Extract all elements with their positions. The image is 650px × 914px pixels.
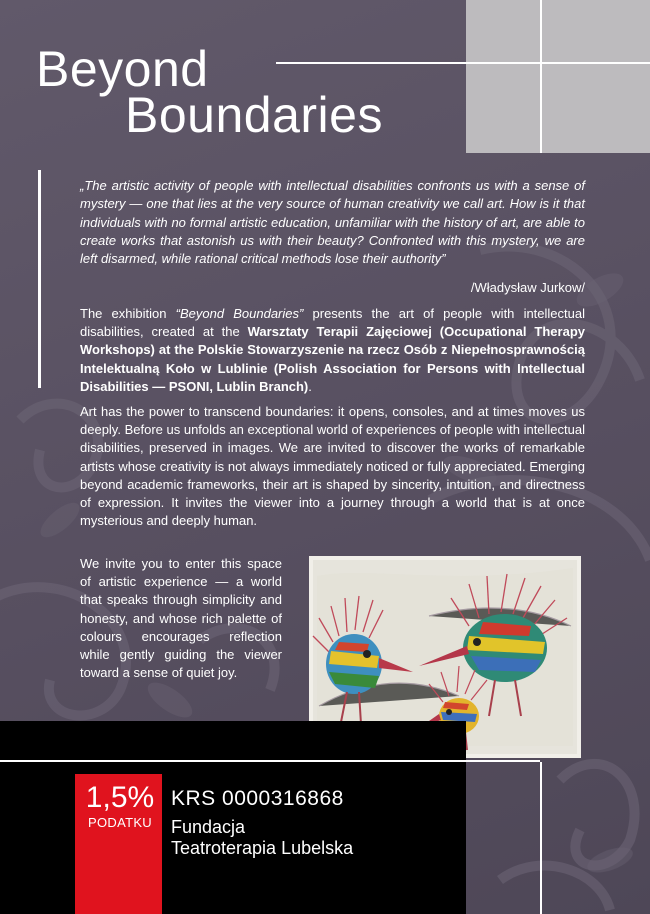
intro-paragraph [80, 305, 585, 396]
tax-percent: 1,5% [85, 781, 155, 814]
quote-accent-bar [38, 170, 41, 388]
art-paragraph: Art has the power to transcend boundaries: it opens, consoles, and at times moves us deeply. Before us unfolds an exceptional world of experiences of people with intellectual disabilities, preserved in images. We are invited to discover the works of remarkable artists whose creativity is not always immediately noticed or fully appreciated. Emerging beyond academic frameworks, their art is shaped by sincerity, intuition, and directness of expression. It invites the viewer into a journey through a world that is at once mysterious and deeply human. [80, 404, 585, 529]
krs-number: KRS 0000316868 [171, 787, 344, 810]
title-line-1: Beyond [36, 41, 209, 97]
decorative-grey-block [466, 0, 650, 153]
intro-mid: presents the art of people with intellectual disabilities, created at the [80, 306, 585, 340]
organization-name: Warsztaty Terapii Zajęciowej (Occupational Therapy Workshops) at the Polskie Stowarzyszenie na rzecz Osób z Niepełnosprawnością Intelektualną Koło w Lublinie (Polish Association for Persons with Intellectual Disabilities — PSONI, Lublin Branch) [80, 324, 585, 394]
decorative-vertical-line [540, 0, 542, 153]
exhibition-name: “Beyond Boundaries” [175, 306, 304, 321]
intro-end: . [308, 378, 312, 394]
invitation-paragraph: We invite you to enter this space of artistic experience — a world that speaks through simplicity and honesty, and whose rich palette of colours encourages reflection while gently guiding the viewer toward a sense of quiet joy. [80, 556, 282, 681]
poster-title [36, 41, 383, 143]
opening-quote: „The artistic activity of people with intellectual disabilities confronts us with a sense of mystery — one that lies at the very source of human creativity we call art. How is it that individuals with no formal artistic education, unfamiliar with the history of art, are able to create works that astonish us with their beauty? Confronted with this mystery, we are left disarmed, while rational critical methods lose their authority” [80, 178, 585, 267]
quote-author: /Władysław Jurkow/ [470, 280, 585, 295]
foundation-name-line-2: Teatroterapia Lubelska [171, 838, 354, 858]
intro-lead: The exhibition [80, 306, 176, 321]
title-line-2: Boundaries [125, 87, 383, 143]
footer-horizontal-line [0, 760, 540, 762]
footer-vertical-line [540, 762, 542, 914]
foundation-name-line-1: Fundacja [171, 817, 246, 837]
tax-label: PODATKU [88, 815, 152, 830]
